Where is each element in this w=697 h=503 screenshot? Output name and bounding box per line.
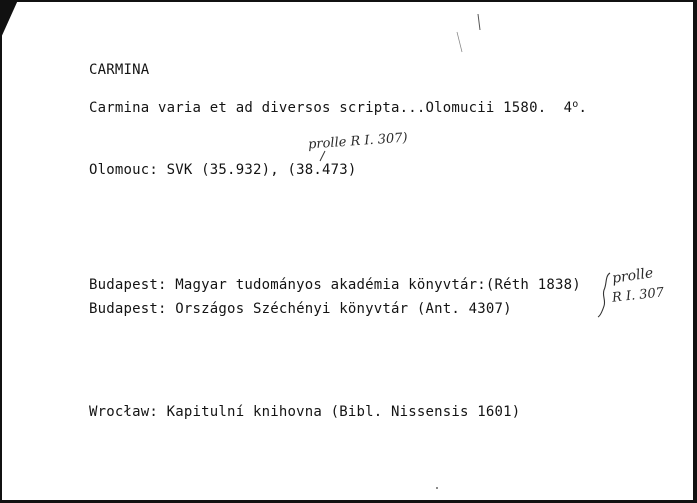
format-period: . bbox=[578, 100, 588, 116]
pencil-mark bbox=[478, 14, 480, 30]
format-number: 4 bbox=[563, 100, 573, 116]
handwritten-note-budapest-2: R I. 307 bbox=[611, 285, 665, 306]
title-text: Carmina varia et ad diversos scripta...Olomucii 1580. bbox=[89, 100, 547, 116]
title-line bbox=[89, 100, 587, 116]
handwritten-note-olomouc: prolle R I. 307) bbox=[307, 130, 409, 153]
budapest-holding-2: Budapest: Országos Széchényi könyvtár (Ant. 4307) bbox=[89, 301, 512, 317]
corner-shadow-top-left bbox=[0, 0, 18, 40]
pencil-mark bbox=[457, 32, 462, 52]
wroclaw-holding: Wrocław: Kapitulní knihovna (Bibl. Nissensis 1601) bbox=[89, 404, 521, 420]
olomouc-holding: Olomouc: SVK (35.932), (38.473) bbox=[89, 162, 357, 178]
border-left bbox=[0, 0, 2, 503]
border-top bbox=[0, 0, 697, 2]
format-degree: o bbox=[572, 99, 579, 110]
budapest-holding-1: Budapest: Magyar tudományos akadémia könyvtár:(Réth 1838) bbox=[89, 277, 581, 293]
insertion-mark bbox=[316, 150, 328, 162]
border-right bbox=[693, 0, 697, 503]
card-heading: CARMINA bbox=[89, 62, 150, 78]
handwritten-note-budapest-1: prolle bbox=[611, 265, 655, 287]
speck bbox=[436, 487, 438, 489]
